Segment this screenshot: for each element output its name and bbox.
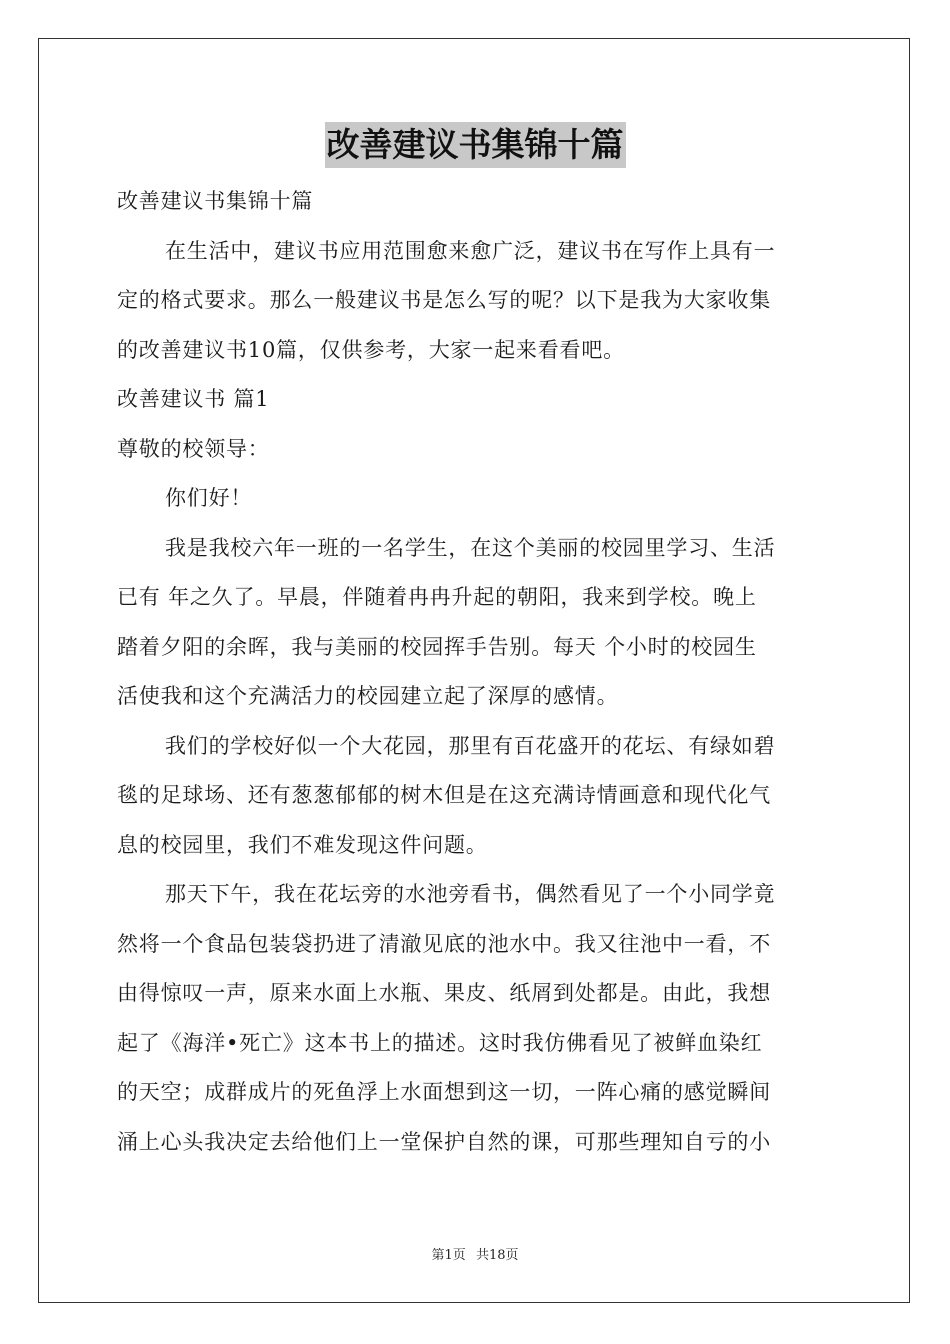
text-line: 定的格式要求。那么一般建议书是怎么写的呢？以下是我为大家收集 <box>117 288 771 312</box>
document-body <box>117 177 833 1167</box>
text-line: 已有 年之久了。早晨，伴随着冉冉升起的朝阳，我来到学校。晚上 <box>117 585 757 609</box>
page-total: 共18页 <box>475 1248 519 1263</box>
title-container <box>0 122 950 168</box>
text-line: 起了《海洋•死亡》这本书上的描述。这时我仿佛看见了被鲜血染红 <box>117 1030 763 1055</box>
text-line: 尊敬的校领导： <box>117 436 270 461</box>
text-line: 息的校园里，我们不难发现这件问题。 <box>117 832 488 857</box>
text-line: 活使我和这个充满活力的校园建立起了深厚的感情。 <box>117 684 619 708</box>
text-line: 你们好！ <box>165 486 253 510</box>
text-line: 我是我校六年一班的一名学生，在这个美丽的校园里学习、生活 <box>165 535 776 560</box>
text-line: 由得惊叹一声，原来水面上水瓶、果皮、纸屑到处都是。由此，我想 <box>117 981 771 1005</box>
text-line: 那天下午，我在花坛旁的水池旁看书，偶然看见了一个小同学竟 <box>165 882 776 906</box>
text-line: 的天空；成群成片的死鱼浮上水面想到这一切，一阵心痛的感觉瞬间 <box>117 1080 771 1104</box>
text-line: 然将一个食品包装袋扔进了清澈见底的池水中。我又往池中一看，不 <box>117 931 771 956</box>
body-lines <box>117 227 833 1168</box>
text-line: 踏着夕阳的余晖，我与美丽的校园挥手告别。每天 个小时的校园生 <box>117 634 757 659</box>
page-footer <box>0 1247 950 1265</box>
document-title: 改善建议书集锦十篇 <box>325 122 626 168</box>
text-line: 涌上心头我决定去给他们上一堂保护自然的课，可那些理知自亏的小 <box>117 1129 771 1154</box>
text-line: 的改善建议书10篇，仅供参考，大家一起来看看吧。 <box>117 337 625 362</box>
text-line: 毯的足球场、还有葱葱郁郁的树木但是在这充满诗情画意和现代化气 <box>117 783 771 807</box>
text-line: 在生活中，建议书应用范围愈来愈广泛，建议书在写作上具有一 <box>165 238 776 263</box>
document-subtitle: 改善建议书集锦十篇 <box>117 189 314 213</box>
text-line: 改善建议书 篇1 <box>117 387 270 411</box>
page-number: 第1页 <box>431 1248 466 1263</box>
text-line: 我们的学校好似一个大花园，那里有百花盛开的花坛、有绿如碧 <box>165 733 776 758</box>
